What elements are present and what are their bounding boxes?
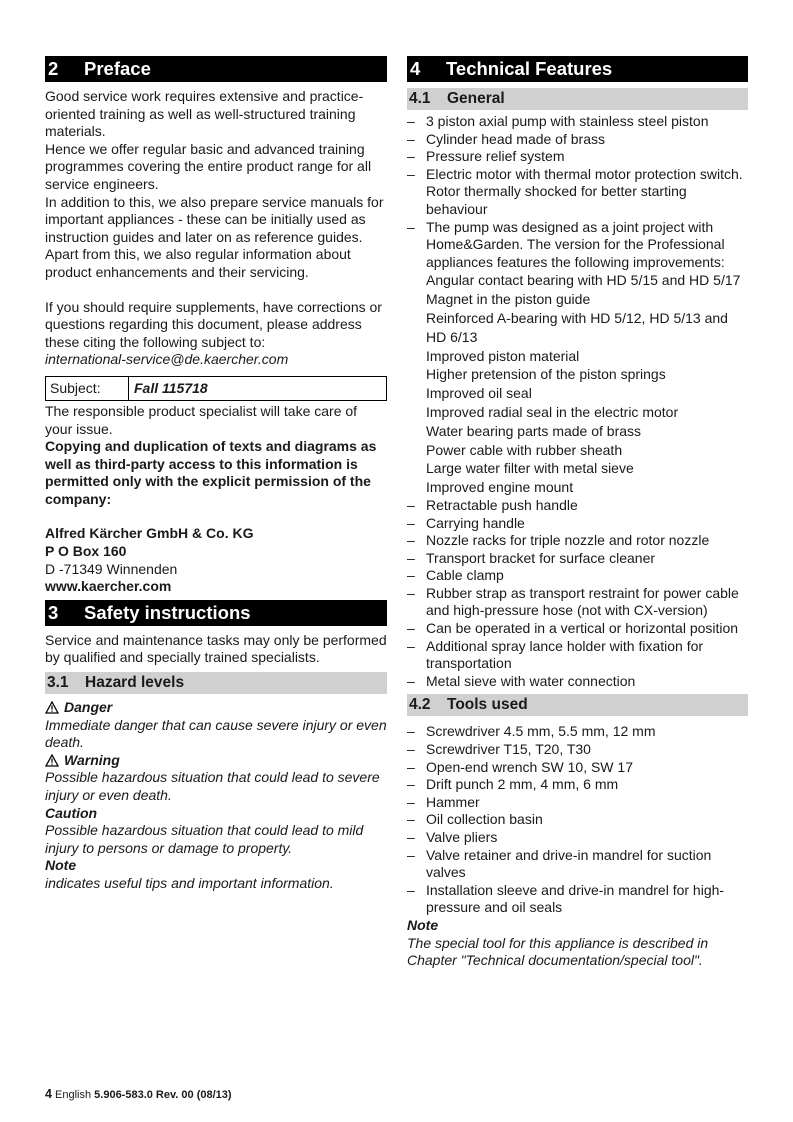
tool-item: – Screwdriver 4.5 mm, 5.5 mm, 12 mm: [407, 723, 748, 741]
tool-item: – Oil collection basin: [407, 811, 748, 829]
preface-title: Preface: [84, 58, 151, 79]
tools-heading: [407, 694, 748, 716]
improvement-item: Higher pretension of the piston springs: [426, 366, 666, 383]
preface-paragraph: Apart from this, we also regular information about product enhancements and their servicing.: [45, 246, 351, 280]
tool-item: – Hammer: [407, 794, 748, 812]
company-website[interactable]: www.kaercher.com: [45, 578, 172, 595]
tech-title: Technical Features: [446, 58, 613, 79]
general-title: General: [447, 90, 505, 107]
improvement-item: Magnet in the piston guide: [426, 291, 591, 308]
safety-number: 3: [48, 601, 59, 623]
feature-item: – Electric motor with thermal motor protection switch. Rotor thermally shocked for better starting behaviour: [407, 166, 748, 219]
tools-number: 4.2: [409, 696, 431, 714]
tool-item: – Drift punch 2 mm, 4 mm, 6 mm: [407, 776, 748, 794]
copyright-notice: Copying and duplication of texts and diagrams as well as third-party access to this information is permitted only with the explicit permission of the company:: [45, 438, 377, 507]
feature-item: – Metal sieve with water connection: [407, 673, 748, 691]
preface-number: 2: [48, 58, 59, 79]
general-list-continued: [407, 497, 748, 691]
company-name: Alfred Kärcher GmbH & Co. KG: [45, 525, 254, 542]
improvement-item: Improved oil seal: [426, 385, 532, 402]
page-number: 4: [45, 1087, 52, 1101]
hazard-number: 3.1: [47, 674, 69, 692]
improvement-list: [407, 271, 748, 497]
danger-text: Immediate danger that can cause severe injury or even death.: [45, 716, 387, 751]
improvement-item: Improved piston material: [426, 347, 580, 364]
preface-heading: [45, 56, 387, 82]
improvement-item: Power cable with rubber sheath: [426, 441, 623, 458]
feature-item: – Cable clamp: [407, 567, 748, 585]
tool-item: – Open-end wrench SW 10, SW 17: [407, 759, 748, 777]
feature-item: – 3 piston axial pump with stainless steel piston: [407, 113, 748, 131]
warning-label: Warning: [64, 751, 120, 768]
preface-paragraph: In addition to this, we also prepare service manuals for important appliances - these can be initially used as instruction guides and later on as reference guides.: [45, 193, 384, 245]
feature-item: – Nozzle racks for triple nozzle and rotor nozzle: [407, 532, 748, 550]
feature-item: – Carrying handle: [407, 515, 748, 533]
caution-label: Caution: [45, 804, 98, 821]
feature-item: – Transport bracket for surface cleaner: [407, 550, 748, 568]
preface-paragraph: Hence we offer regular basic and advanced training programmes covering the entire product range for all service engineers.: [45, 140, 372, 192]
feature-item: – Rubber strap as transport restraint for power cable and high-pressure hose (not with CX-version): [407, 585, 748, 620]
preface-paragraph: Good service work requires extensive and practice-oriented training as well as well-structured training materials.: [45, 88, 364, 140]
improvement-item: Angular contact bearing with HD 5/15 and HD 5/17: [426, 272, 741, 289]
feature-item: – Retractable push handle: [407, 497, 748, 515]
subject-box: [45, 376, 387, 401]
improvement-item: Improved radial seal in the electric motor: [426, 403, 679, 420]
tool-item: – Valve pliers: [407, 829, 748, 847]
left-column: [45, 56, 387, 893]
contact-email[interactable]: international-service@de.kaercher.com: [45, 351, 289, 368]
document-number: 5.906-583.0 Rev. 00 (08/13): [94, 1089, 232, 1101]
feature-item: – Can be operated in a vertical or horizontal position: [407, 620, 748, 638]
note-label: Note: [45, 857, 77, 874]
danger-heading: [45, 699, 387, 717]
feature-item: – Pressure relief system: [407, 148, 748, 166]
tech-number: 4: [410, 58, 421, 79]
hazard-title: Hazard levels: [85, 674, 185, 692]
contact-text: If you should require supplements, have corrections or questions regarding this document, please address these citing the following subject to:: [45, 298, 382, 350]
improvement-item: Large water filter with metal sieve: [426, 460, 634, 477]
improvement-item: Reinforced A-bearing with HD 5/12, HD 5/13 and HD 6/13: [426, 309, 728, 345]
hazard-levels-heading: [45, 672, 387, 694]
tools-note-text: The special tool for this appliance is described in Chapter "Technical documentation/special tool".: [407, 934, 709, 969]
warning-text: Possible hazardous situation that could lead to severe injury or even death.: [45, 769, 380, 803]
improvement-item: Improved engine mount: [426, 479, 574, 496]
feature-item: – The pump was designed as a joint project with Home&Garden. The version for the Professional appliances features the following improvements:: [407, 219, 748, 272]
general-heading: [407, 88, 748, 110]
technical-features-heading: [407, 56, 748, 82]
caution-text: Possible hazardous situation that could lead to mild injury to persons or damage to property.: [45, 822, 364, 856]
tool-item: – Screwdriver T15, T20, T30: [407, 741, 748, 759]
footer-language: English: [55, 1089, 92, 1101]
feature-item: – Cylinder head made of brass: [407, 131, 748, 149]
safety-intro: Service and maintenance tasks may only be performed by qualified and specially trained specialists.: [45, 631, 387, 666]
general-list: [407, 113, 748, 271]
page-footer: [45, 1086, 232, 1105]
danger-label: Danger: [64, 699, 113, 716]
tools-list: [407, 723, 748, 917]
tools-title: Tools used: [447, 696, 528, 714]
safety-title: Safety instructions: [84, 601, 251, 623]
tool-item: – Installation sleeve and drive-in mandrel for high-pressure and oil seals: [407, 882, 748, 917]
tool-item: – Valve retainer and drive-in mandrel for suction valves: [407, 847, 748, 882]
warning-triangle-icon: [45, 701, 59, 714]
note-text: indicates useful tips and important information.: [45, 874, 334, 891]
company-city: D -71349 Winnenden: [45, 560, 178, 577]
safety-heading: [45, 600, 387, 626]
warning-triangle-icon: [45, 754, 59, 767]
subject-value: Fall 115718: [134, 379, 208, 396]
right-column: [407, 56, 748, 970]
specialist-note: The responsible product specialist will take care of your issue.: [45, 402, 358, 437]
po-box: P O Box 160: [45, 543, 127, 560]
subject-label: Subject:: [46, 377, 129, 400]
improvement-item: Water bearing parts made of brass: [426, 422, 642, 439]
tools-note-label: Note: [407, 916, 439, 933]
general-number: 4.1: [409, 90, 431, 107]
warning-heading: [45, 752, 387, 770]
feature-item: – Additional spray lance holder with fixation for transportation: [407, 638, 748, 673]
